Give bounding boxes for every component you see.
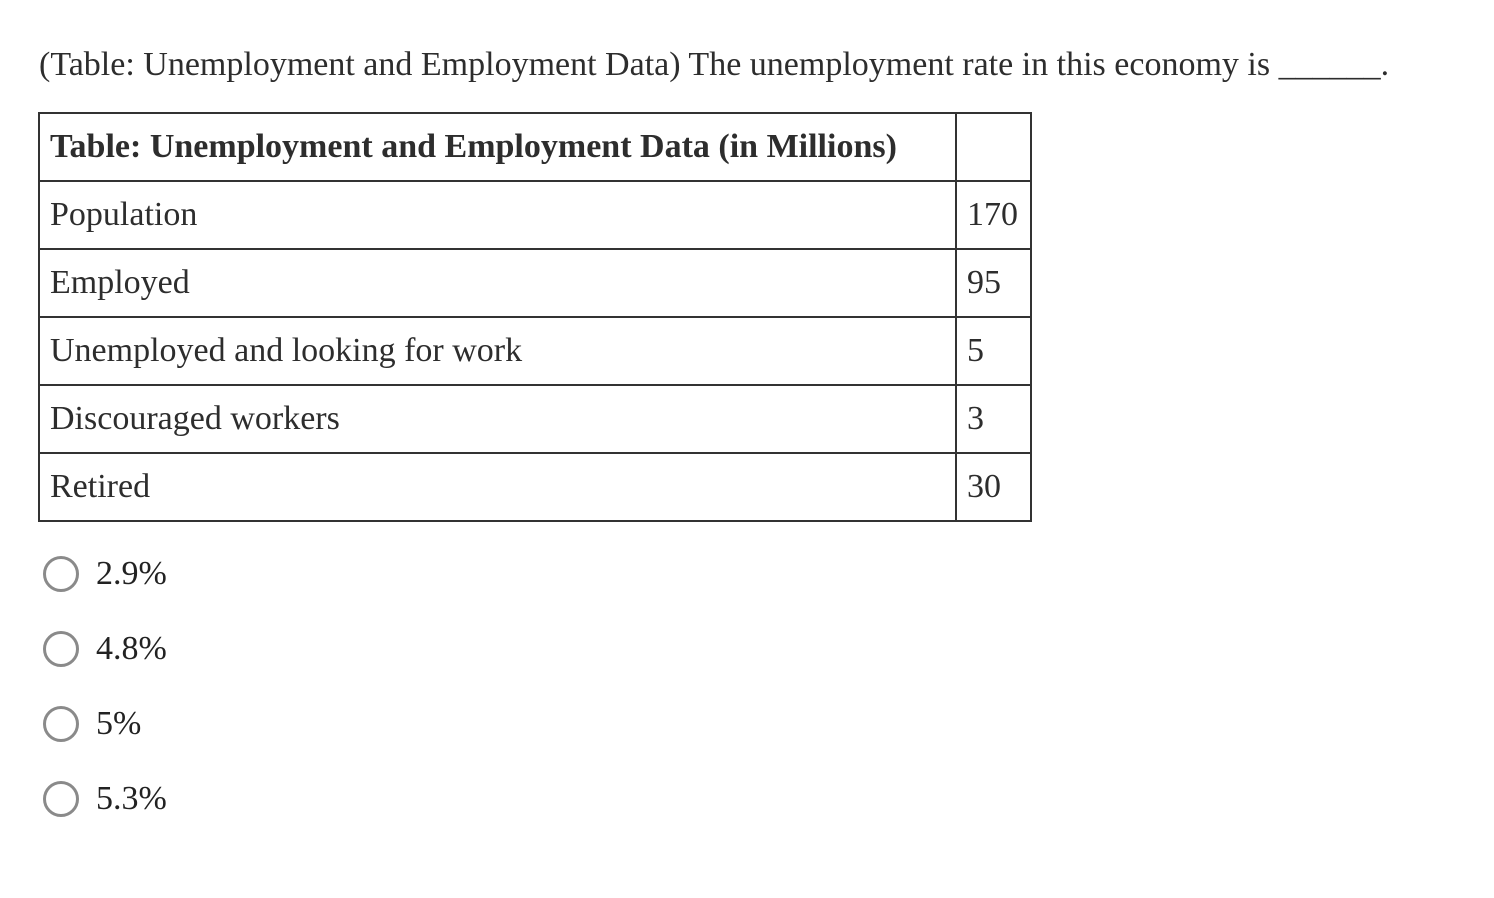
row-label-population: Population bbox=[39, 181, 956, 249]
table-row bbox=[39, 385, 1031, 453]
radio-button-1[interactable] bbox=[43, 556, 79, 592]
table-row bbox=[39, 453, 1031, 521]
table-row bbox=[39, 181, 1031, 249]
radio-button-3[interactable] bbox=[43, 706, 79, 742]
row-label-employed: Employed bbox=[39, 249, 956, 317]
answer-option-2[interactable] bbox=[43, 611, 167, 686]
answer-options bbox=[43, 536, 167, 836]
row-value-employed: 95 bbox=[956, 249, 1031, 317]
option-label-1: 2.9% bbox=[96, 554, 167, 592]
row-label-retired: Retired bbox=[39, 453, 956, 521]
table-row bbox=[39, 249, 1031, 317]
option-label-2: 4.8% bbox=[96, 629, 167, 667]
table-row bbox=[39, 317, 1031, 385]
row-value-retired: 30 bbox=[956, 453, 1031, 521]
answer-option-4[interactable] bbox=[43, 761, 167, 836]
option-label-4: 5.3% bbox=[96, 779, 167, 817]
table-title: Table: Unemployment and Employment Data (in Millions) bbox=[39, 113, 956, 181]
radio-button-2[interactable] bbox=[43, 631, 79, 667]
row-label-unemployed: Unemployed and looking for work bbox=[39, 317, 956, 385]
table-header-row bbox=[39, 113, 1031, 181]
question-text: (Table: Unemployment and Employment Data) The unemployment rate in this economy is ______. bbox=[39, 46, 1390, 83]
option-label-3: 5% bbox=[96, 704, 142, 742]
answer-option-1[interactable] bbox=[43, 536, 167, 611]
table-header-value bbox=[956, 113, 1031, 181]
row-value-population: 170 bbox=[956, 181, 1031, 249]
radio-button-4[interactable] bbox=[43, 781, 79, 817]
data-table bbox=[38, 112, 1032, 522]
row-value-unemployed: 5 bbox=[956, 317, 1031, 385]
row-label-discouraged: Discouraged workers bbox=[39, 385, 956, 453]
answer-option-3[interactable] bbox=[43, 686, 167, 761]
row-value-discouraged: 3 bbox=[956, 385, 1031, 453]
